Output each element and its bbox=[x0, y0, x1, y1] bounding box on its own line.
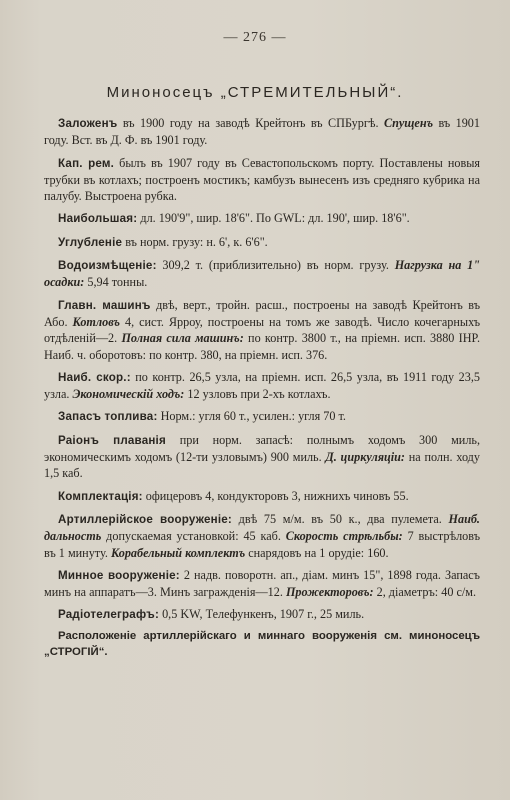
entry-laid-down: Заложенъ въ 1900 году на заводѣ Крейтонъ въ СПБургѣ. Спущенъ въ 1901 году. Вст. въ Д. Ф. въ 1901 году. bbox=[44, 116, 480, 148]
entry-dimensions: Наибольшая: дл. 190'9", шир. 18'6". По GWL: дл. 190', шир. 18'6". bbox=[58, 211, 410, 226]
entry-label: Наибольшая: bbox=[58, 212, 138, 226]
entry-label: Запасъ топлива: bbox=[58, 410, 158, 424]
page-number: — 276 — bbox=[223, 30, 287, 45]
entry-label: Радіотелеграфъ: bbox=[58, 608, 160, 622]
entry-draft: Углубленіе въ норм. грузу: н. 6', к. 6'6". bbox=[58, 234, 268, 249]
entry-artillery: Артиллерійское вооруженіе: двѣ 75 м/м. въ 50 к., два пулемета. Наиб. дальность допускаемая установкой: 45 каб. Скорость стрѣльбы: 7 выстрѣловъ въ 1 минуту. Корабельный комплектъ снарядовъ на 1 орудіе: 160. bbox=[44, 511, 481, 560]
entry-fuel: Запасъ топлива: Норм.: угля 60 т., усилен.: угля 70 т. bbox=[58, 409, 346, 424]
entry-label: Главн. машинъ bbox=[58, 298, 151, 312]
entry-overhaul: Кап. рем. былъ въ 1907 году въ Севастопольскомъ порту. Поставлены новыя трубки въ котлахъ; построенъ мостикъ; камбузъ вынесенъ изъ средняго кубрика на палубу. Выстроена рубка. bbox=[44, 155, 481, 204]
entry-label: Водоизмѣщеніе: bbox=[58, 259, 157, 273]
entry-torpedo: Минное вооруженіе: 2 надв. поворотн. ап., діам. минъ 15", 1898 года. Запасъ минъ на аппаратъ—3. Минъ загражденія—12. Прожекторовъ: 2, діаметръ: 40 с/м. bbox=[44, 567, 480, 600]
entry-label: Артиллерійское вооруженіе: bbox=[58, 512, 232, 526]
entry-range: Раіонъ плаванія при норм. запасѣ: полнымъ ходомъ 300 миль, экономическимъ ходомъ (12-ти узловымъ) 900 миль. Д. циркуляціи: на полн. ходу 1,5 каб. bbox=[44, 432, 481, 481]
entry-speed: Наиб. скор.: по контр. 26,5 узла, на пріемн. исп. 26,5 узла, въ 1911 году 23,5 узла. Экономическій ходъ: 12 узловъ при 2-хъ котлахъ. bbox=[44, 369, 480, 402]
entry-label: Заложенъ bbox=[58, 117, 118, 130]
entries-body bbox=[44, 115, 480, 672]
entry-label: Наиб. скор.: bbox=[58, 370, 131, 384]
entry-machinery: Главн. машинъ двѣ, верт., тройн. расш., построены на заводѣ Крейтонъ въ Або. Котловъ 4, сист. Ярроу, построены на томъ же заводѣ. Число кочегарныхъ отдѣленій—2. Полная сила машинъ: по контр. 3800 т., на пріемн. исп. 3880 IHP. Наиб. ч. оборотовъ: по контр. 380, на пріемн. исп. 376. bbox=[44, 297, 480, 362]
entry-crew: Комплектація: офицеровъ 4, кондукторовъ 3, нижнихъ чиновъ 55. bbox=[58, 488, 409, 503]
entry-label: Минное вооруженіе: bbox=[58, 568, 180, 582]
entry-radio: Радіотелеграфъ: 0,5 KW, Телефункенъ, 1907 г., 25 миль. bbox=[58, 607, 365, 622]
entry-label: Раіонъ плаванія bbox=[58, 433, 166, 447]
entry-label: Комплектація: bbox=[58, 489, 143, 503]
entry-label: Кап. рем. bbox=[58, 156, 115, 170]
entry-displacement: Водоизмѣщеніе: 309,2 т. (приблизительно) въ норм. грузу. Нагрузка на 1" осадки: 5,94 тонны. bbox=[44, 258, 480, 290]
entry-label: Углубленіе bbox=[58, 235, 123, 249]
final-note: Расположеніе артиллерійскаго и миннаго вооруженія см. миноносецъ „СТРОГІЙ“. bbox=[44, 629, 480, 659]
page-title: Миноносецъ „СТРЕМИТЕЛЬНЫЙ“. bbox=[106, 84, 404, 101]
